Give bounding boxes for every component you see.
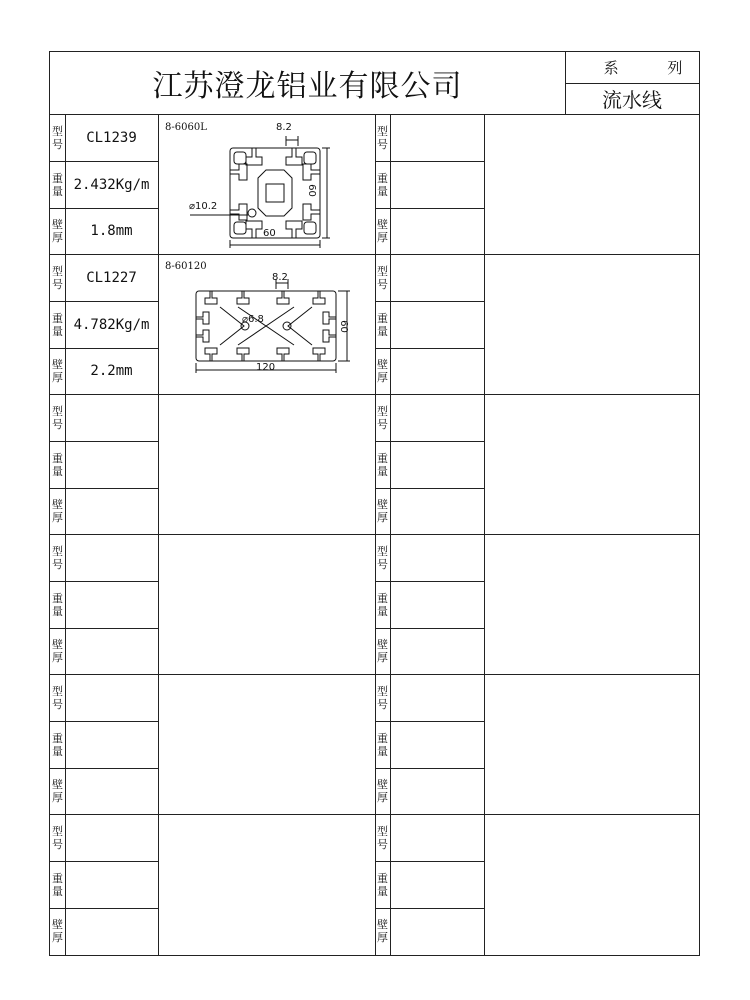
label-weight-right [375, 581, 390, 628]
label-weight-right [375, 721, 390, 768]
label-model-char: 号 [377, 137, 388, 151]
product-model-value: CL1227 [86, 269, 137, 286]
label-weight-char: 重 [377, 591, 388, 605]
label-wall-char: 壁 [52, 918, 63, 931]
label-wall [50, 488, 65, 534]
label-wall-char: 壁 [377, 498, 388, 511]
label-model-char: 号 [52, 837, 63, 851]
profile-1-height-dim: 60 [305, 184, 317, 197]
profile-1-width-dim: 60 [263, 228, 276, 239]
label-wall-char: 厚 [52, 931, 63, 944]
label-wall-char: 厚 [52, 651, 63, 664]
label-wall-char: 壁 [377, 638, 388, 651]
label-weight-char: 重 [52, 171, 63, 185]
profile-2-height-dim: 60 [337, 320, 349, 333]
label-wall [50, 768, 65, 814]
label-weight-char: 重 [52, 311, 63, 325]
label-wall-char: 厚 [52, 371, 63, 384]
label-model-right [375, 114, 390, 161]
label-model [50, 814, 65, 861]
label-model-char: 型 [52, 824, 63, 838]
label-weight [50, 301, 65, 348]
label-wall-char: 壁 [377, 778, 388, 791]
label-weight-char: 量 [52, 884, 63, 898]
label-weight-char: 量 [52, 744, 63, 758]
label-wall-right [375, 348, 390, 394]
label-wall-right [375, 488, 390, 534]
profile-2-hole-dim: ⌀6.8 [242, 314, 264, 325]
series-name: 流水线 [602, 88, 662, 112]
label-model [50, 254, 65, 301]
label-weight-char: 量 [377, 324, 388, 338]
label-model [50, 114, 65, 161]
label-weight-char: 重 [52, 731, 63, 745]
profile-1-hole-dim: ⌀10.2 [189, 201, 218, 212]
label-model-char: 号 [377, 277, 388, 291]
company-name: 江苏澄龙铝业有限公司 [152, 69, 463, 104]
label-wall [50, 208, 65, 254]
label-model-right [375, 534, 390, 581]
label-model-char: 号 [52, 277, 63, 291]
label-weight-right [375, 441, 390, 488]
label-weight-char: 重 [52, 591, 63, 605]
label-weight [50, 581, 65, 628]
product-weight-value: 4.782Kg/m [73, 316, 150, 333]
label-weight-char: 量 [52, 464, 63, 478]
label-weight-char: 量 [52, 184, 63, 198]
label-weight-char: 量 [52, 324, 63, 338]
label-weight-char: 重 [377, 871, 388, 885]
product-wall-value: 1.8mm [90, 223, 133, 239]
label-model-char: 号 [52, 557, 63, 571]
label-model [50, 674, 65, 721]
series-label: 系 列 [603, 59, 705, 77]
label-model [50, 534, 65, 581]
label-model-char: 型 [52, 124, 63, 138]
label-wall [50, 628, 65, 674]
label-model [50, 394, 65, 441]
profile-2-slot-dim: 8.2 [272, 272, 288, 283]
label-weight-char: 重 [377, 311, 388, 325]
label-weight-right [375, 301, 390, 348]
label-model-char: 号 [377, 417, 388, 431]
label-wall-char: 厚 [52, 231, 63, 244]
label-model-char: 号 [52, 417, 63, 431]
product-model-value: CL1239 [86, 129, 137, 146]
label-model-char: 号 [52, 697, 63, 711]
label-model-char: 型 [52, 684, 63, 698]
profile-code-1: 8-6060L [165, 122, 207, 133]
label-model-char: 型 [377, 544, 388, 558]
label-weight-char: 重 [377, 451, 388, 465]
label-weight-char: 量 [377, 884, 388, 898]
label-wall-right [375, 768, 390, 814]
label-model-right [375, 814, 390, 861]
label-weight-char: 重 [52, 451, 63, 465]
label-model-char: 型 [52, 544, 63, 558]
product-wall-value: 2.2mm [90, 363, 133, 379]
spec-sheet [49, 51, 705, 956]
label-wall-char: 厚 [377, 231, 388, 244]
label-wall-char: 厚 [377, 651, 388, 664]
label-weight-char: 重 [377, 171, 388, 185]
label-model-char: 型 [377, 684, 388, 698]
label-wall-char: 厚 [377, 791, 388, 804]
label-wall-char: 壁 [52, 498, 63, 511]
profile-1-slot-dim: 8.2 [276, 122, 292, 133]
label-weight [50, 441, 65, 488]
label-model-char: 号 [377, 557, 388, 571]
label-model-char: 型 [52, 264, 63, 278]
label-wall-char: 壁 [52, 638, 63, 651]
label-wall-char: 壁 [52, 358, 63, 371]
label-wall-char: 厚 [377, 511, 388, 524]
profile-2-width-dim: 120 [256, 362, 276, 373]
label-model-char: 型 [377, 404, 388, 418]
label-weight-right [375, 861, 390, 908]
label-wall-right [375, 628, 390, 674]
label-weight-char: 量 [377, 184, 388, 198]
product-weight-value: 2.432Kg/m [73, 176, 150, 193]
label-wall-char: 厚 [377, 931, 388, 944]
label-weight-char: 重 [52, 871, 63, 885]
label-model-char: 型 [377, 824, 388, 838]
label-wall-char: 壁 [377, 218, 388, 231]
label-model-char: 号 [52, 137, 63, 151]
label-model-char: 型 [377, 124, 388, 138]
label-wall-right [375, 208, 390, 254]
label-wall [50, 908, 65, 954]
label-model-right [375, 254, 390, 301]
label-weight-right [375, 161, 390, 208]
label-weight-char: 量 [52, 604, 63, 618]
label-weight-char: 重 [377, 731, 388, 745]
label-wall-char: 厚 [377, 371, 388, 384]
label-wall-char: 壁 [377, 918, 388, 931]
label-wall [50, 348, 65, 394]
label-wall-char: 壁 [377, 358, 388, 371]
label-wall-char: 壁 [52, 218, 63, 231]
profile-code-2: 8-60120 [165, 261, 207, 272]
label-weight [50, 861, 65, 908]
label-weight-char: 量 [377, 464, 388, 478]
label-weight-char: 量 [377, 744, 388, 758]
label-wall-char: 厚 [52, 511, 63, 524]
label-model-char: 号 [377, 837, 388, 851]
label-weight [50, 721, 65, 768]
label-model-char: 型 [52, 404, 63, 418]
label-wall-char: 壁 [52, 778, 63, 791]
label-wall-right [375, 908, 390, 954]
label-weight [50, 161, 65, 208]
label-wall-char: 厚 [52, 791, 63, 804]
label-model-right [375, 394, 390, 441]
label-weight-char: 量 [377, 604, 388, 618]
label-model-right [375, 674, 390, 721]
label-model-char: 号 [377, 697, 388, 711]
label-model-char: 型 [377, 264, 388, 278]
